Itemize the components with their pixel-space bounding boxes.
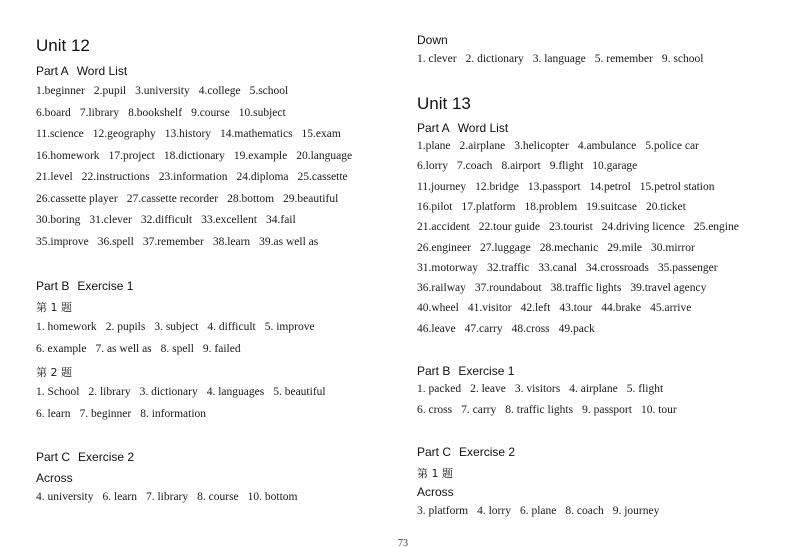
entry: 8. spell [160, 342, 194, 355]
text-line [417, 262, 727, 274]
text-line [417, 242, 704, 254]
text-line [36, 107, 295, 119]
entry: 9. failed [202, 342, 241, 355]
entry: 8. traffic lights [505, 404, 574, 416]
entry: 31.motorway [417, 261, 479, 274]
entry: 46.leave [417, 322, 456, 335]
entry: 28.bottom [227, 192, 275, 205]
entry: 27.cassette recorder [126, 192, 219, 205]
entry: 10. bottom [247, 491, 298, 503]
entry: 7. beginner [79, 407, 132, 420]
entry: 2. pupils [105, 321, 146, 333]
entry: 1. homework [36, 321, 97, 333]
entry: 10.subject [238, 106, 286, 119]
entry: 8.airport [501, 160, 541, 173]
entry: 4. languages [206, 386, 265, 398]
entry: 14.mathematics [220, 128, 293, 140]
entry: 19.suitcase [586, 200, 637, 213]
page-number: 73 [398, 538, 408, 547]
entry: 7. as well as [95, 342, 152, 355]
part-label: Part B [417, 364, 451, 378]
text-line [417, 181, 724, 193]
text-line [417, 201, 695, 213]
entry: 22.instructions [81, 171, 150, 183]
text-line [36, 214, 305, 226]
entry: 11.journey [417, 180, 467, 193]
entry: 16.homework [36, 149, 100, 162]
entry: 24.diploma [236, 171, 289, 183]
entry: 30.mirror [651, 241, 695, 254]
part-label: Part A [36, 64, 69, 78]
entry: 3. dictionary [139, 386, 198, 398]
entry: 6.lorry [417, 160, 448, 173]
entry: 7.coach [456, 160, 493, 173]
down-label: Down [417, 33, 448, 47]
entry: 34.crossroads [585, 261, 649, 274]
text-line [36, 321, 324, 333]
entry: 28.mechanic [539, 241, 599, 254]
entry: 31.clever [89, 214, 132, 226]
entry: 43.tour [559, 302, 593, 315]
part-label: Part B [36, 279, 70, 293]
entry: 4.ambulance [577, 140, 637, 152]
entry: 36.railway [417, 282, 466, 295]
entry: 4. difficult [207, 321, 256, 333]
entry: 12.bridge [475, 180, 519, 193]
entry: 14.petrol [589, 180, 631, 193]
text-line [36, 236, 327, 248]
text-line [417, 53, 712, 65]
entry: 1.beginner [36, 85, 85, 97]
text-line [417, 383, 672, 395]
text-line [36, 343, 250, 355]
entry: 35.improve [36, 235, 89, 248]
entry: 23.information [158, 171, 228, 183]
entry: 35.passenger [657, 261, 718, 274]
entry: 13.passport [527, 180, 581, 193]
entry: 4. university [36, 491, 94, 503]
section-name: Word List [76, 64, 128, 78]
entry: 16.pilot [417, 200, 453, 213]
entry: 39.travel agency [630, 282, 707, 295]
entry: 4.college [198, 85, 241, 97]
part-label: Part A [417, 121, 450, 135]
part-label: Part C [36, 450, 71, 464]
entry: 6. learn [102, 491, 137, 503]
question-1-label: 第 1 题 [417, 467, 453, 480]
entry: 45.arrive [650, 302, 692, 315]
entry: 8. coach [565, 505, 604, 517]
entry: 33.canal [538, 261, 577, 274]
entry: 3. platform [417, 505, 469, 517]
unit-12-title: Unit 12 [36, 36, 90, 55]
part-label: Part C [417, 445, 452, 459]
text-line [36, 171, 357, 183]
unit-13-word-list-heading [417, 121, 508, 135]
entry: 1. clever [417, 53, 457, 65]
entry: 6. cross [417, 404, 453, 416]
section-name: Exercise 2 [459, 445, 516, 459]
entry: 33.excellent [201, 214, 257, 226]
entry: 6. learn [36, 407, 71, 420]
entry: 9.flight [549, 160, 584, 173]
entry: 5. flight [626, 383, 664, 395]
entry: 38.traffic lights [550, 282, 622, 295]
entry: 9.course [191, 106, 230, 119]
entry: 5.police car [645, 140, 699, 152]
entry: 20.ticket [645, 200, 686, 213]
text-line [417, 140, 708, 152]
entry: 8.bookshelf [128, 106, 183, 119]
question-1-label: 第 1 题 [36, 301, 72, 314]
section-name: Exercise 2 [78, 450, 135, 464]
entry: 27.luggage [479, 241, 531, 254]
entry: 1. packed [417, 383, 462, 395]
entry: 34.fail [265, 214, 296, 226]
entry: 13.history [164, 128, 212, 140]
unit-12-exercise-2-heading [36, 450, 134, 464]
entry: 15.petrol station [639, 180, 715, 193]
entry: 9. passport [582, 404, 632, 416]
entry: 32.difficult [140, 214, 193, 226]
entry: 11.science [36, 128, 84, 140]
entry: 25.cassette [297, 171, 348, 183]
text-line [36, 408, 215, 420]
entry: 21.level [36, 171, 73, 183]
text-line [417, 302, 700, 314]
entry: 7. library [145, 491, 189, 503]
entry: 23.tourist [549, 221, 593, 234]
entry: 41.visitor [467, 302, 512, 315]
entry: 3. language [532, 53, 586, 65]
entry: 38.learn [212, 235, 251, 248]
entry: 7.library [79, 106, 120, 119]
text-line [36, 386, 335, 398]
text-line [36, 150, 361, 162]
text-line [417, 404, 686, 416]
entry: 21.accident [417, 221, 470, 234]
entry: 8. information [140, 407, 207, 420]
entry: 15.exam [301, 128, 341, 140]
question-2-label: 第 2 题 [36, 366, 72, 379]
entry: 2.airplane [459, 140, 506, 152]
entry: 2. dictionary [465, 53, 524, 65]
entry: 3. visitors [514, 383, 561, 395]
entry: 5. beautiful [273, 386, 326, 398]
entry: 49.pack [558, 322, 595, 335]
unit-12-exercise-1-heading [36, 279, 133, 293]
text-line [417, 221, 748, 233]
entry: 18.dictionary [163, 149, 225, 162]
text-line [417, 323, 604, 335]
entry: 30.boring [36, 214, 81, 226]
entry: 36.spell [97, 235, 134, 248]
entry: 37.roundabout [474, 282, 542, 295]
text-line [36, 128, 350, 140]
entry: 10.garage [592, 160, 638, 173]
entry: 5. remember [594, 53, 653, 65]
across-label: Across [417, 485, 454, 499]
entry: 37.remember [142, 235, 204, 248]
entry: 6. plane [519, 505, 557, 517]
entry: 42.left [520, 302, 551, 315]
entry: 12.geography [92, 128, 156, 140]
section-name: Exercise 1 [77, 279, 134, 293]
entry: 26.cassette player [36, 192, 118, 205]
text-line [36, 491, 307, 503]
entry: 19.example [233, 149, 288, 162]
section-name: Word List [457, 121, 509, 135]
entry: 26.engineer [417, 241, 471, 254]
entry: 32.traffic [487, 261, 530, 274]
text-line [36, 85, 297, 97]
entry: 29.beautiful [283, 192, 339, 205]
entry: 48.cross [511, 322, 550, 335]
unit-13-exercise-2-heading [417, 445, 515, 459]
entry: 22.tour guide [478, 221, 541, 234]
entry: 4. airplane [569, 383, 618, 395]
entry: 4. lorry [477, 505, 511, 517]
entry: 17.project [108, 149, 155, 162]
entry: 25.engine [693, 221, 739, 234]
entry: 5.school [249, 85, 289, 97]
unit-12-word-list-heading [36, 64, 127, 78]
entry: 47.carry [464, 322, 503, 335]
entry: 24.driving licence [601, 221, 685, 234]
unit-13-exercise-1-heading [417, 364, 514, 378]
entry: 17.platform [461, 200, 516, 213]
section-name: Exercise 1 [458, 364, 515, 378]
entry: 10. tour [640, 404, 677, 416]
entry: 18.problem [524, 200, 578, 213]
entry: 8. course [197, 491, 239, 503]
entry: 3.university [135, 85, 190, 97]
entry: 9. school [661, 53, 704, 65]
entry: 6. example [36, 342, 87, 355]
unit-13-title: Unit 13 [417, 94, 471, 113]
text-line [36, 193, 347, 205]
entry: 5. improve [264, 321, 315, 333]
text-line [417, 160, 646, 172]
text-line [417, 282, 715, 294]
entry: 44.brake [601, 302, 642, 315]
entry: 9. journey [612, 505, 660, 517]
entry: 7. carry [461, 404, 497, 416]
entry: 6.board [36, 106, 71, 119]
entry: 20.language [296, 149, 353, 162]
entry: 29.mile [607, 241, 643, 254]
entry: 2. library [88, 386, 131, 398]
entry: 2. leave [470, 383, 506, 395]
entry: 2.pupil [93, 85, 127, 97]
across-label: Across [36, 471, 73, 485]
entry: 3. subject [154, 321, 199, 333]
entry: 1. School [36, 386, 80, 398]
entry: 1.plane [417, 140, 451, 152]
entry: 39.as well as [259, 235, 319, 248]
entry: 3.helicopter [514, 140, 569, 152]
text-line [417, 505, 668, 517]
entry: 40.wheel [417, 302, 459, 315]
